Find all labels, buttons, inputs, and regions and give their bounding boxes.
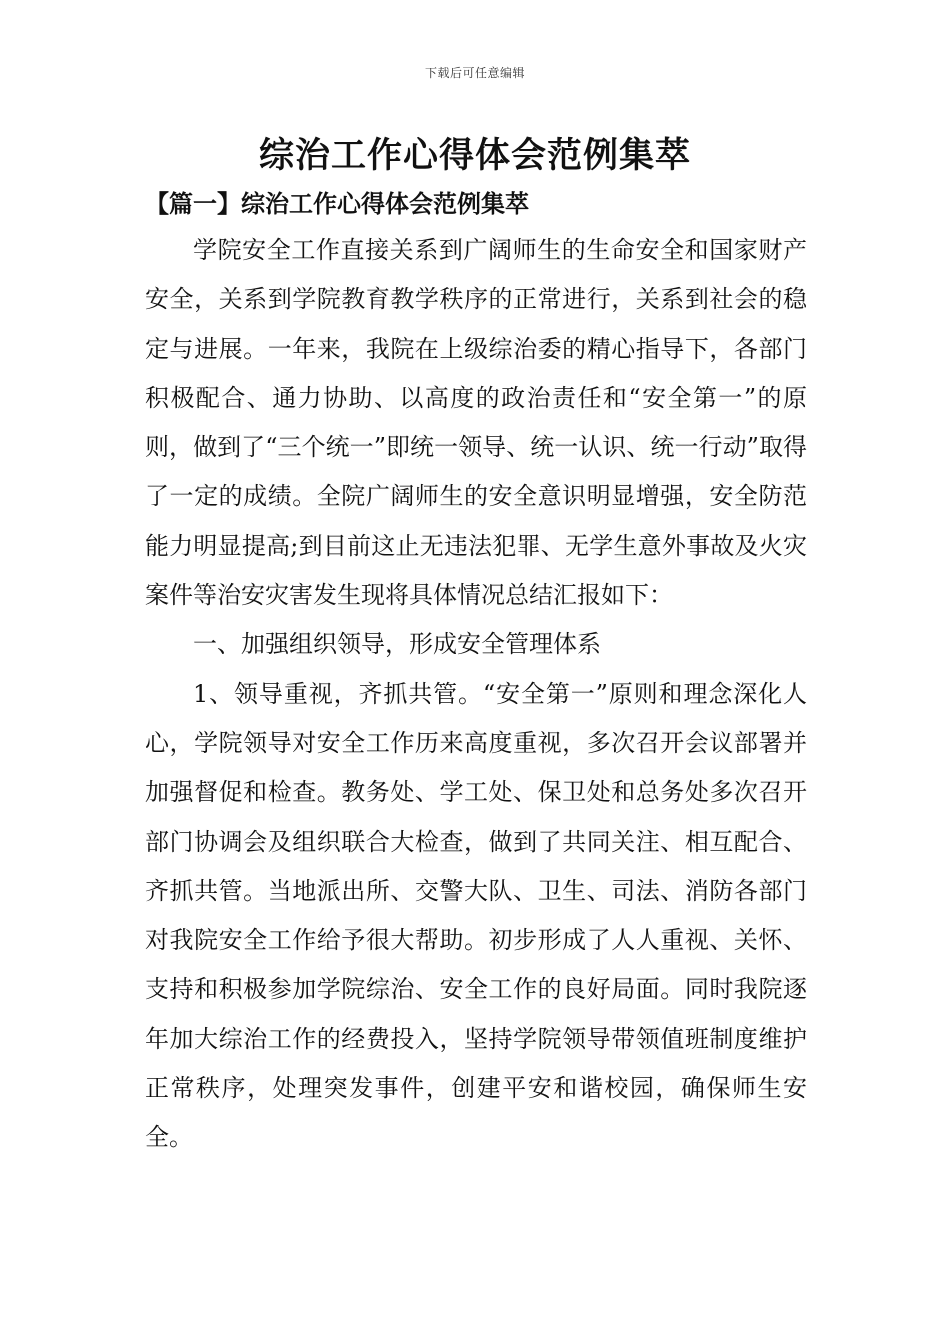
section-heading: 【篇一】综治工作心得体会范例集萃 — [145, 189, 529, 218]
paragraph-subheading: 一、加强组织领导，形成安全管理体系 — [193, 630, 601, 659]
paragraph-leadership: 1、领导重视，齐抓共管。“安全第一”原则和理念深化人心，学院领导对安全工作历来高度重视，多次召开会议部署并加强督促和检查。教务处、学工处、保卫处和总务处多次召开部门协调会及组织联合大检查，做到了共同关注、相互配合、齐抓共管。当地派出所、交警大队、卫生、司法、消防各部门对我院安全工作给予很大帮助。初步形成了人人重视、关怀、支持和积极参加学院综治、安全工作的良好局面。同时我院逐年加大综治工作的经费投入，坚持学院领导带领值班制度维护正常秩序，处理突发事件，创建平安和谐校园，确保师生安全。 — [145, 679, 807, 1152]
paragraph-intro: 学院安全工作直接关系到广阔师生的生命安全和国家财产安全，关系到学院教育教学秩序的正常进行，关系到社会的稳定与进展。一年来，我院在上级综治委的精心指导下，各部门积极配合、通力协助、以高度的政治责任和“安全第一”的原则，做到了“三个统一”即统一领导、统一认识、统一行动”取得了一定的成绩。全院广阔师生的安全意识明显增强，安全防范能力明显提高;到目前这止无违法犯罪、无学生意外事故及火灾案件等治安灾害发生现将具体情况总结汇报如下： — [145, 236, 807, 610]
document-title: 综治工作心得体会范例集萃 — [258, 136, 691, 176]
header-note: 下载后可任意编辑 — [424, 66, 525, 80]
document-body — [145, 226, 807, 1163]
